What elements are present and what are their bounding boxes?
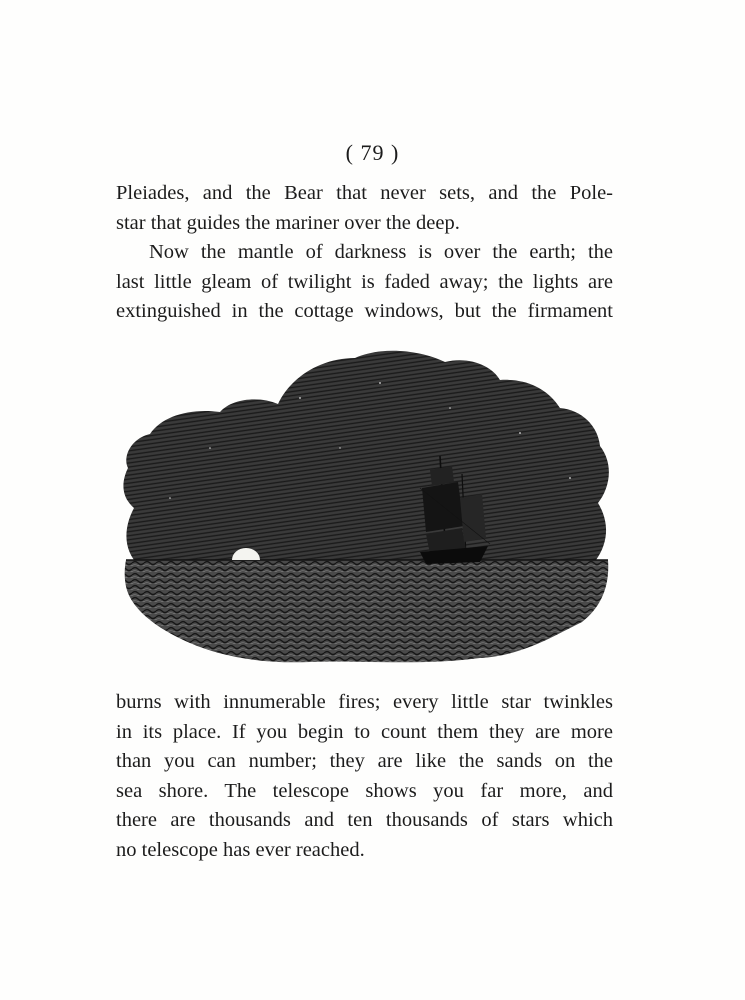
ship-at-sea-engraving: [120, 338, 612, 668]
text-line: there are thousands and ten thousands of stars which: [116, 809, 613, 831]
text-line: Now the mantle of darkness is over the earth; the: [149, 241, 613, 263]
paragraph-top: [116, 179, 613, 327]
night-sky: [123, 351, 608, 560]
text-line: than you can number; they are like the sands on the: [116, 750, 613, 772]
text-line: extinguished in the cottage windows, but the firmament: [116, 300, 613, 322]
page-number: ( 79 ): [345, 140, 400, 165]
text-line: in its place. If you begin to count them they are more: [116, 720, 613, 743]
text-line: no telescope has ever reached.: [116, 838, 365, 861]
text-line: burns with innumerable fires; every little star twinkles: [116, 691, 613, 713]
paragraph-bottom: [116, 688, 613, 865]
engraving-image: [120, 338, 612, 668]
sea: [125, 560, 609, 662]
text-line: last little gleam of twilight is faded away; the lights are: [116, 270, 613, 293]
text-line: star that guides the mariner over the deep.: [116, 211, 460, 234]
text-line: Pleiades, and the Bear that never sets, and the Pole-: [116, 182, 613, 204]
text-line: sea shore. The telescope shows you far more, and: [116, 779, 613, 802]
